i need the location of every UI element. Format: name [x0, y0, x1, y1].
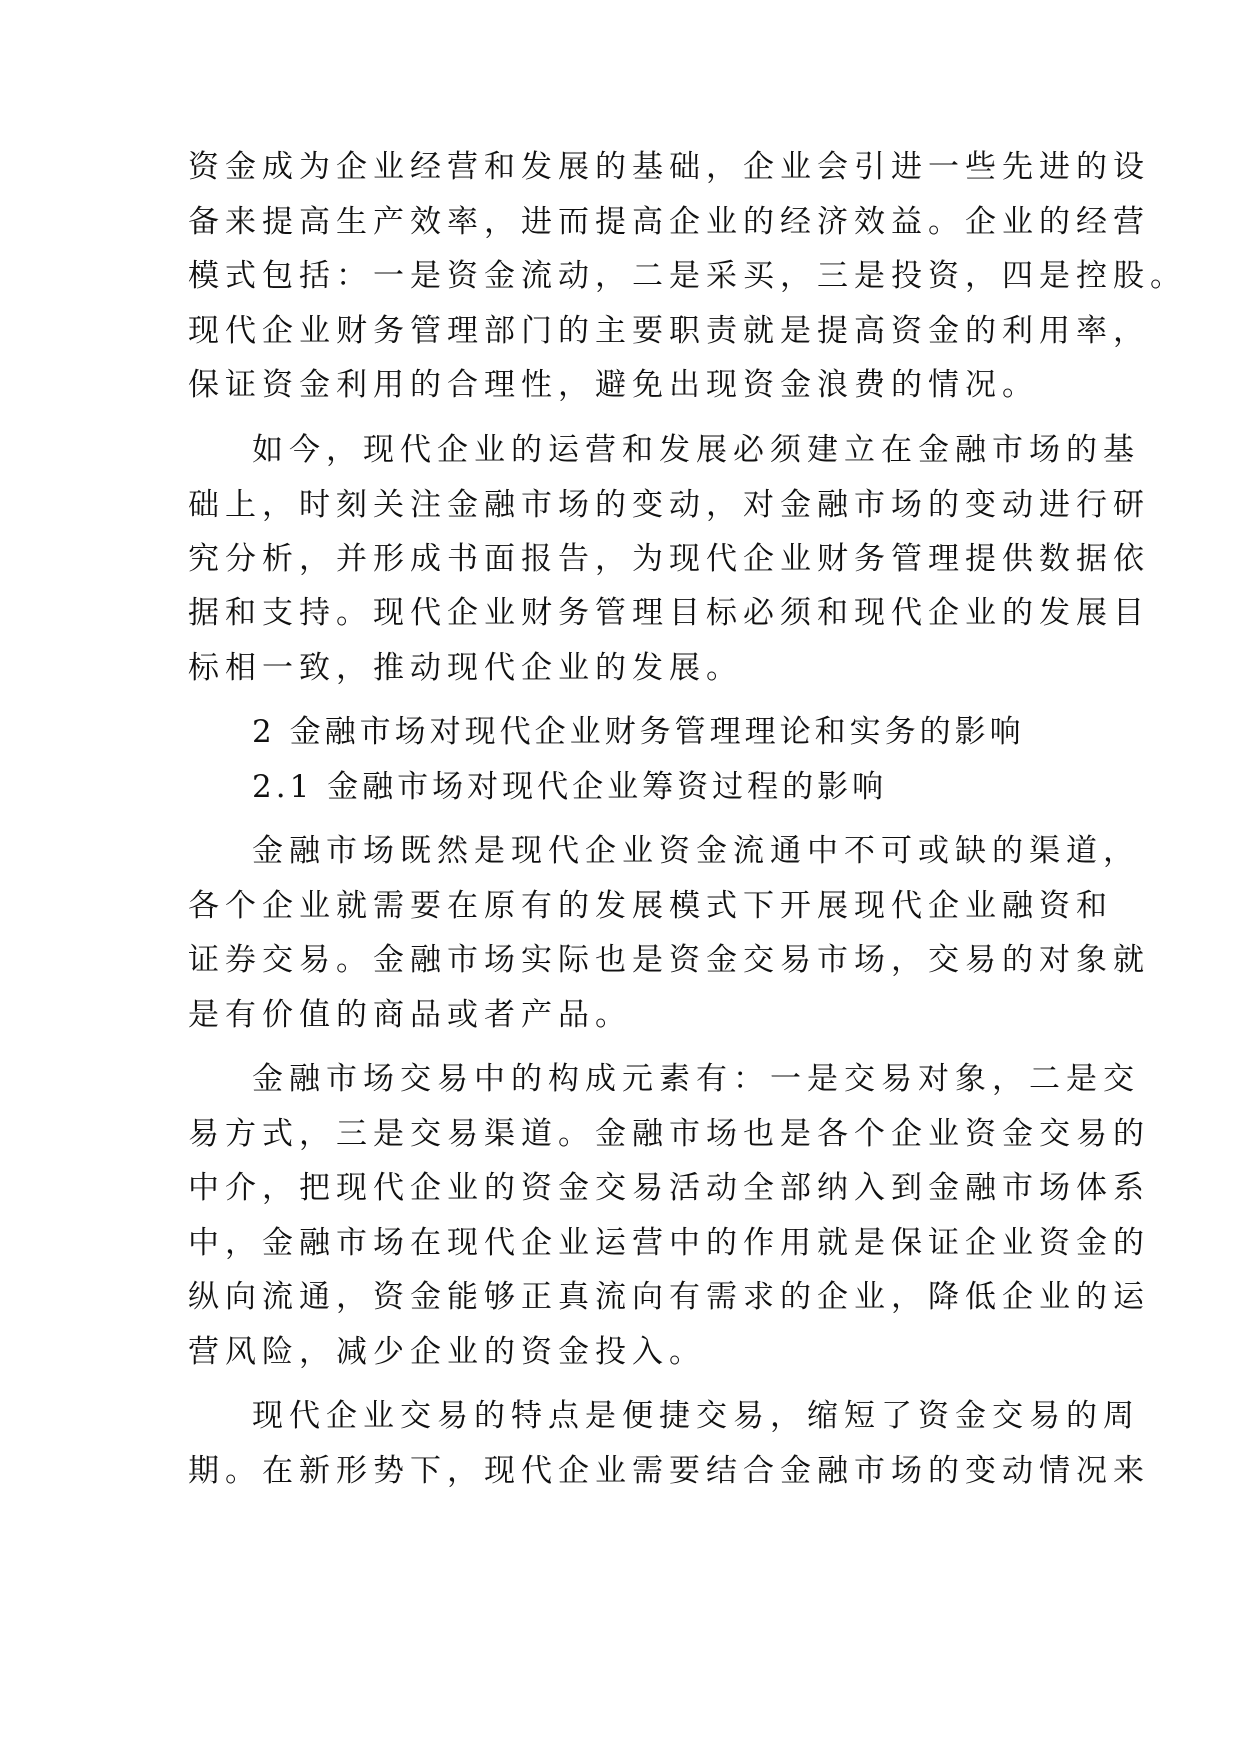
text-line-14: 各个企业就需要在原有的发展模式下开展现代企业融资和 — [188, 888, 1113, 924]
text-line-10: 标相一致，推动现代企业的发展。 — [188, 650, 743, 686]
text-line-18: 易方式，三是交易渠道。金融市场也是各个企业资金交易的 — [188, 1116, 1150, 1152]
text-line-2: 备来提高生产效率，进而提高企业的经济效益。企业的经营 — [188, 204, 1150, 240]
text-line-1: 资金成为企业经营和发展的基础，企业会引进一些先进的设 — [188, 149, 1150, 185]
text-line-8: 究分析，并形成书面报告，为现代企业财务管理提供数据依 — [188, 541, 1150, 577]
text-line-7: 础上，时刻关注金融市场的变动，对金融市场的变动进行研 — [188, 487, 1150, 523]
text-line-20: 中，金融市场在现代企业运营中的作用就是保证企业资金的 — [188, 1225, 1150, 1261]
text-line-9: 据和支持。现代企业财务管理目标必须和现代企业的发展目 — [188, 595, 1150, 631]
text-line-4: 现代企业财务管理部门的主要职责就是提高资金的利用率， — [188, 313, 1150, 349]
text-line-13: 金融市场既然是现代企业资金流通中不可或缺的渠道， — [252, 833, 1140, 869]
text-line-15: 证券交易。金融市场实际也是资金交易市场，交易的对象就 — [188, 942, 1150, 978]
text-line-21: 纵向流通，资金能够正真流向有需求的企业，降低企业的运 — [188, 1279, 1150, 1315]
text-line-5: 保证资金利用的合理性，避免出现资金浪费的情况。 — [188, 367, 1039, 403]
text-line-19: 中介，把现代企业的资金交易活动全部纳入到金融市场体系 — [188, 1170, 1150, 1206]
text-line-17: 金融市场交易中的构成元素有：一是交易对象，二是交 — [252, 1061, 1140, 1097]
text-line-3: 模式包括：一是资金流动，二是采买，三是投资，四是控股。 — [188, 258, 1187, 294]
text-line-22: 营风险，减少企业的资金投入。 — [188, 1334, 706, 1370]
subsection-heading: 2.1 金融市场对现代企业筹资过程的影响 — [252, 769, 888, 805]
text-line-23: 现代企业交易的特点是便捷交易，缩短了资金交易的周 — [252, 1398, 1140, 1434]
text-line-24: 期。在新形势下，现代企业需要结合金融市场的变动情况来 — [188, 1453, 1150, 1489]
text-line-6: 如今，现代企业的运营和发展必须建立在金融市场的基 — [252, 432, 1140, 468]
section-heading: 2 金融市场对现代企业财务管理理论和实务的影响 — [252, 714, 1025, 750]
text-line-16: 是有价值的商品或者产品。 — [188, 997, 632, 1033]
